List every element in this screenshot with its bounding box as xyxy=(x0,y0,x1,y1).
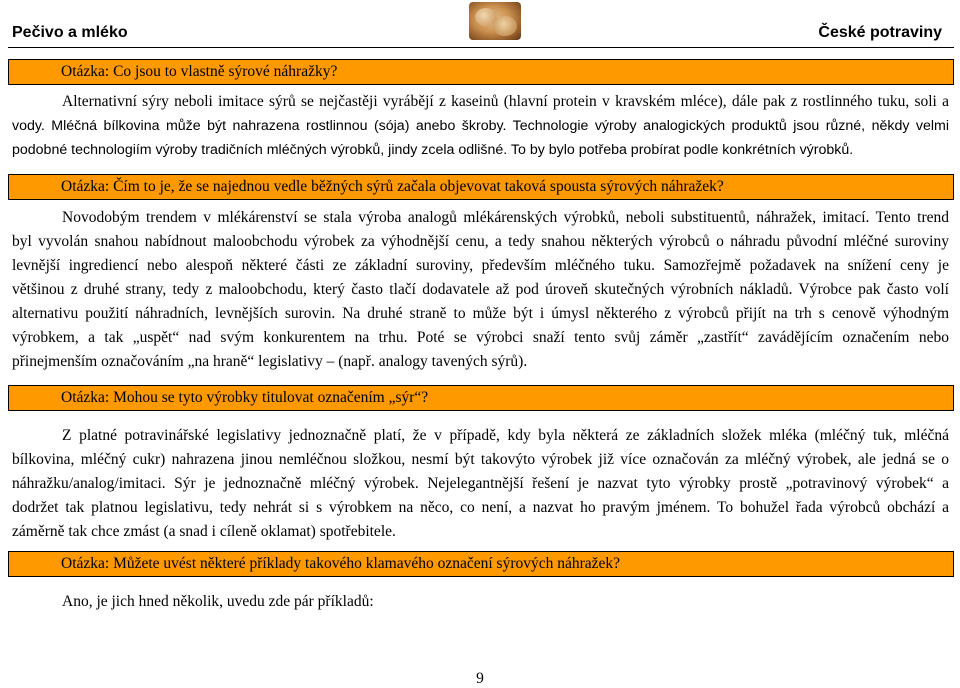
header-left-title: Pečivo a mléko xyxy=(12,24,128,41)
paragraph-line: výrobkem, a tak „uspět“ nad svým konkurentem na trhu. Poté se výrobci snaží tento svůj záměr „zastřít“ zavádějícím označením nebo xyxy=(12,329,949,346)
paragraph-line: náhražku/analog/imitaci. Sýr je jednoznačně mléčný výrobek. Nejelegantnější řešení je nazvat tyto výrobky prostě „potravinový výrobek“ a xyxy=(12,475,949,492)
paragraph-line: alternativu použití náhradních, levnějších surovin. Na druhé straně to může být i úmysl některého z výrobců přijít na trh s cenově výhodným xyxy=(12,305,949,322)
header-right-title: České potraviny xyxy=(818,24,942,41)
page-header xyxy=(0,0,960,48)
answer-paragraph-1 xyxy=(12,90,949,162)
paragraph-line: podobné technologiím výroby tradičních mléčných výrobků, jindy zcela odlišné. To by bylo potřeba probírat podle konkrétních výrobků. xyxy=(12,142,854,158)
paragraph-line: většinou z druhé strany, tedy z maloobchodu, který často tlačí dodavatele až pod úroveň skutečných výrobních nákladů. Výrobce pak často volí xyxy=(12,281,949,298)
question-box-4: Otázka: Můžete uvést některé příklady takového klamavého označení sýrových náhražek? xyxy=(8,551,954,577)
answer-paragraph-3 xyxy=(12,424,949,544)
page-number: 9 xyxy=(476,670,484,687)
bread-logo-icon xyxy=(469,2,521,40)
answer-paragraph-2 xyxy=(12,206,949,374)
paragraph-line: Z platné potravinářské legislativy jednoznačně platí, že v případě, kdy byla některá ze základních složek mléka (mléčný tuk, mléčná xyxy=(62,427,949,444)
paragraph-line: přinejmenším označováním „na hraně“ legislativy – (např. analogy tavených sýrů). xyxy=(12,353,528,370)
question-box-1: Otázka: Co jsou to vlastně sýrové náhražky? xyxy=(8,59,954,85)
paragraph-line: Ano, je jich hned několik, uvedu zde pár příkladů: xyxy=(62,593,374,610)
paragraph-line: Novodobým trendem v mlékárenství se stala výroba analogů mlékárenských výrobků, neboli substituentů, náhražek, imitací. Tento trend xyxy=(62,209,949,226)
question-box-3: Otázka: Mohou se tyto výrobky titulovat označením „sýr“? xyxy=(8,385,954,411)
header-divider xyxy=(8,47,954,48)
paragraph-line: záměrně tak chce zmást (a snad i cíleně oklamat) spotřebitele. xyxy=(12,523,396,540)
paragraph-line: vody. Mléčná bílkovina může být nahrazena rostlinnou (sója) anebo škroby. Technologie výroby analogických produktů jsou různé, někdy velmi xyxy=(12,118,949,134)
paragraph-line: dodržet tak platnou legislativu, tedy nehrát si s výrobkem na něco, co není, a nazvat ho pravým jménem. To bohužel řada výrobců obchází a xyxy=(12,499,949,516)
question-box-2: Otázka: Čím to je, že se najednou vedle běžných sýrů začala objevovat taková spousta sýrových náhražek? xyxy=(8,174,954,200)
paragraph-line: Alternativní sýry neboli imitace sýrů se nejčastěji vyrábějí z kaseinů (hlavní protein v kravském mléce), dále pak z rostlinného tuku, soli a xyxy=(62,93,949,110)
paragraph-line: levnější ingrediencí nebo alespoň některé části ze základní suroviny, především mléčného tuku. Samozřejmě požadavek na snížení ceny je xyxy=(12,257,949,274)
answer-paragraph-4 xyxy=(12,590,949,614)
paragraph-line: byl vyvolán snahou nabídnout maloobchodu výrobek za výhodnější cenu, a tedy snahou některých výrobců o náhradu původní mléčné suroviny xyxy=(12,233,949,250)
paragraph-line: bílkovina, mléčný cukr) nahrazena jinou nemléčnou složkou, nesmí být takovýto výrobek již více označován za mléčný výrobek, ale jedná se o xyxy=(12,451,949,468)
